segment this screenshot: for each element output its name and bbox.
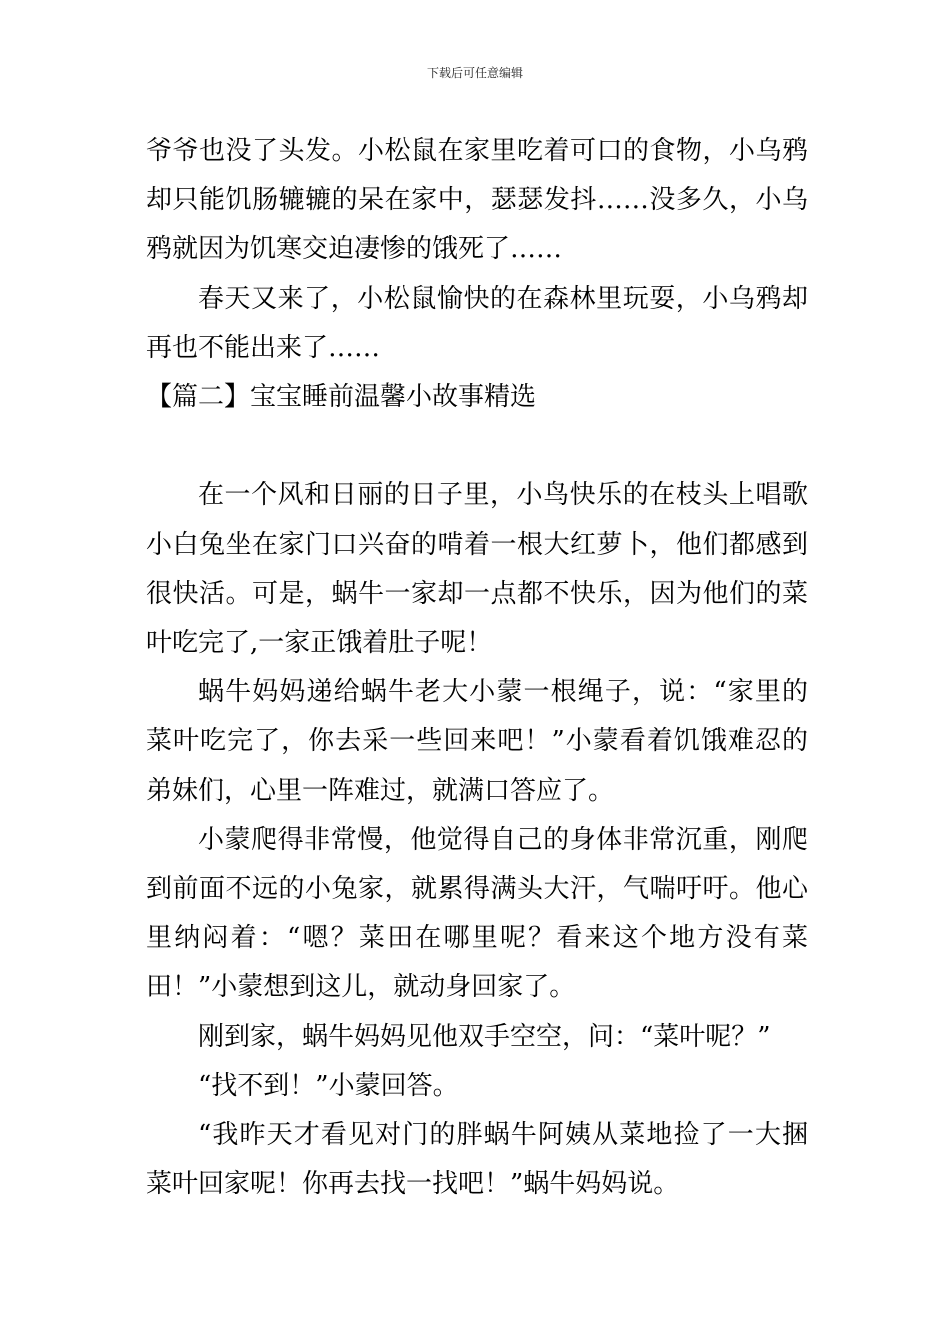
paragraph-3: 在一个风和日丽的日子里，小鸟快乐的在枝头上唱歌小白兔坐在家门口兴奋的啃着一根大红萝卜，他们都感到很快活。可是，蜗牛一家却一点都不快乐，因为他们的菜叶吃完了,一家正饿着肚子呢！ [146,480,808,659]
blank-line [146,422,808,471]
document-body [146,127,808,1209]
paragraph-4: 蜗牛妈妈递给蜗牛老大小蒙一根绳子，说：“家里的菜叶吃完了，你去采一些回来吧！”小蒙看着饥饿难忍的弟妹们，心里一阵难过，就满口答应了。 [146,677,808,806]
paragraph-8: “我昨天才看见对门的胖蜗牛阿姨从菜地捡了一大捆菜叶回家呢！你再去找一找吧！”蜗牛妈妈说。 [146,1120,808,1200]
paragraph-1: 爷爷也没了头发。小松鼠在家里吃着可口的食物，小乌鸦却只能饥肠辘辘的呆在家中，瑟瑟发抖……没多久，小乌鸦就因为饥寒交迫凄惨的饿死了…… [146,136,808,265]
page-header: 下载后可任意编辑 [426,66,523,80]
paragraph-7: “找不到！”小蒙回答。 [198,1070,459,1101]
paragraph-5: 小蒙爬得非常慢，他觉得自己的身体非常沉重，刚爬到前面不远的小兔家，就累得满头大汗，气喘吁吁。他心里纳闷着：“嗯？菜田在哪里呢？看来这个地方没有菜田！”小蒙想到这儿，就动身回家了。 [146,824,808,1003]
paragraph-2: 春天又来了，小松鼠愉快的在森林里玩耍，小乌鸦却再也不能出来了…… [146,283,808,363]
section-heading: 【篇二】宝宝睡前温馨小故事精选 [146,382,537,413]
paragraph-6: 刚到家，蜗牛妈妈见他双手空空，问：“菜叶呢？” [198,1021,771,1052]
